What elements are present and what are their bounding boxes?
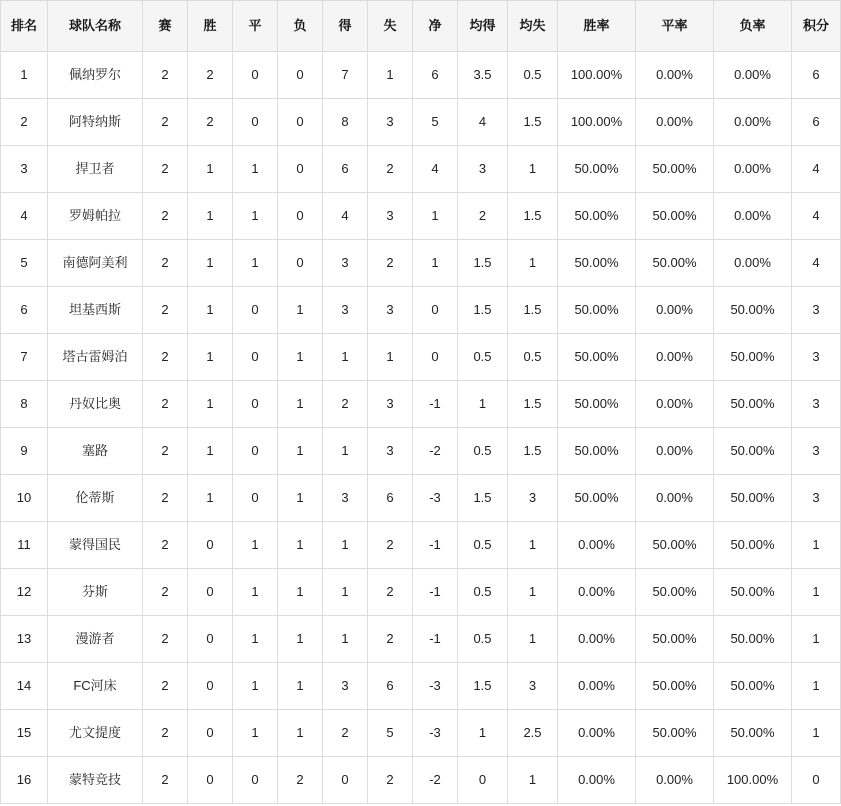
column-header-gf[interactable]: 得 [323,1,368,52]
cell-win_pct: 50.00% [558,146,636,193]
cell-loss_pct: 50.00% [714,569,792,616]
cell-loss_pct: 100.00% [714,757,792,804]
cell-avg_ga: 3 [508,475,558,522]
cell-points: 3 [792,381,841,428]
cell-loss_pct: 0.00% [714,240,792,287]
cell-gf: 1 [323,334,368,381]
cell-played: 2 [143,428,188,475]
cell-avg_ga: 1 [508,569,558,616]
cell-loss_pct: 50.00% [714,381,792,428]
table-row[interactable] [1,240,841,287]
cell-gf: 1 [323,616,368,663]
cell-gd: -1 [413,616,458,663]
table-body [1,52,841,804]
table-header [1,1,841,52]
cell-avg_ga: 1 [508,240,558,287]
cell-ga: 1 [368,52,413,99]
cell-rank: 1 [1,52,48,99]
cell-rank: 7 [1,334,48,381]
cell-avg_gf: 0.5 [458,522,508,569]
cell-draw_pct: 0.00% [636,381,714,428]
cell-draw: 0 [233,52,278,99]
cell-gf: 3 [323,240,368,287]
cell-points: 1 [792,569,841,616]
cell-ga: 3 [368,193,413,240]
cell-loss: 0 [278,99,323,146]
cell-gf: 2 [323,381,368,428]
cell-loss: 2 [278,757,323,804]
cell-gd: 6 [413,52,458,99]
cell-gf: 3 [323,287,368,334]
cell-loss_pct: 0.00% [714,146,792,193]
cell-avg_ga: 1 [508,616,558,663]
table-row[interactable] [1,428,841,475]
cell-draw: 0 [233,428,278,475]
cell-win_pct: 0.00% [558,710,636,757]
cell-team: 芬斯 [48,569,143,616]
cell-team: 阿特纳斯 [48,99,143,146]
cell-points: 1 [792,710,841,757]
cell-points: 1 [792,663,841,710]
cell-win: 2 [188,52,233,99]
cell-win: 1 [188,334,233,381]
cell-draw: 0 [233,99,278,146]
cell-win_pct: 50.00% [558,240,636,287]
table-row[interactable] [1,569,841,616]
cell-avg_gf: 0.5 [458,334,508,381]
cell-gf: 7 [323,52,368,99]
cell-points: 3 [792,475,841,522]
cell-gd: -1 [413,381,458,428]
cell-rank: 6 [1,287,48,334]
cell-gf: 6 [323,146,368,193]
table-header-row [1,1,841,52]
cell-ga: 2 [368,616,413,663]
cell-loss_pct: 50.00% [714,475,792,522]
cell-played: 2 [143,757,188,804]
cell-win_pct: 50.00% [558,334,636,381]
cell-win_pct: 50.00% [558,475,636,522]
cell-gf: 1 [323,428,368,475]
cell-draw_pct: 50.00% [636,522,714,569]
cell-draw: 1 [233,522,278,569]
column-header-loss_pct[interactable]: 负率 [714,1,792,52]
cell-loss_pct: 50.00% [714,287,792,334]
cell-avg_gf: 1 [458,710,508,757]
cell-ga: 3 [368,381,413,428]
cell-ga: 3 [368,428,413,475]
cell-played: 2 [143,287,188,334]
cell-points: 3 [792,334,841,381]
cell-ga: 2 [368,522,413,569]
cell-avg_gf: 1 [458,381,508,428]
cell-win_pct: 0.00% [558,757,636,804]
cell-rank: 15 [1,710,48,757]
cell-gf: 1 [323,522,368,569]
cell-avg_ga: 1 [508,757,558,804]
cell-gd: 4 [413,146,458,193]
cell-points: 0 [792,757,841,804]
column-header-team[interactable]: 球队名称 [48,1,143,52]
table-row[interactable] [1,757,841,804]
column-header-played[interactable]: 赛 [143,1,188,52]
cell-win_pct: 0.00% [558,663,636,710]
table-row[interactable] [1,193,841,240]
cell-draw_pct: 0.00% [636,757,714,804]
table-row[interactable] [1,381,841,428]
cell-win: 0 [188,663,233,710]
cell-played: 2 [143,381,188,428]
table-row[interactable] [1,522,841,569]
cell-draw_pct: 50.00% [636,569,714,616]
cell-gd: -2 [413,757,458,804]
table-row[interactable] [1,616,841,663]
cell-avg_gf: 1.5 [458,287,508,334]
cell-loss: 0 [278,193,323,240]
cell-win_pct: 0.00% [558,522,636,569]
cell-played: 2 [143,522,188,569]
cell-avg_ga: 1.5 [508,287,558,334]
cell-gd: 1 [413,193,458,240]
cell-draw_pct: 0.00% [636,428,714,475]
cell-gf: 3 [323,663,368,710]
cell-draw: 0 [233,334,278,381]
cell-win: 0 [188,522,233,569]
cell-played: 2 [143,52,188,99]
cell-draw: 1 [233,663,278,710]
cell-points: 1 [792,616,841,663]
cell-avg_gf: 1.5 [458,475,508,522]
cell-ga: 3 [368,99,413,146]
cell-team: 漫游者 [48,616,143,663]
cell-gf: 0 [323,757,368,804]
cell-played: 2 [143,710,188,757]
cell-team: 坦基西斯 [48,287,143,334]
cell-avg_ga: 1 [508,522,558,569]
cell-win: 1 [188,428,233,475]
cell-team: 伦蒂斯 [48,475,143,522]
cell-ga: 6 [368,663,413,710]
cell-ga: 1 [368,334,413,381]
cell-avg_gf: 3.5 [458,52,508,99]
cell-points: 4 [792,240,841,287]
table-row[interactable] [1,334,841,381]
cell-avg_gf: 0.5 [458,428,508,475]
cell-avg_gf: 3 [458,146,508,193]
table-row[interactable] [1,475,841,522]
cell-loss_pct: 50.00% [714,663,792,710]
cell-team: 佩纳罗尔 [48,52,143,99]
cell-avg_gf: 4 [458,99,508,146]
cell-draw: 1 [233,569,278,616]
cell-loss_pct: 0.00% [714,99,792,146]
column-header-gd[interactable]: 净 [413,1,458,52]
cell-gd: -3 [413,475,458,522]
cell-win: 1 [188,287,233,334]
column-header-points[interactable]: 积分 [792,1,841,52]
cell-played: 2 [143,334,188,381]
cell-loss_pct: 50.00% [714,522,792,569]
cell-played: 2 [143,240,188,287]
cell-avg_ga: 1.5 [508,428,558,475]
cell-ga: 2 [368,240,413,287]
cell-gd: 5 [413,99,458,146]
cell-loss_pct: 50.00% [714,710,792,757]
cell-rank: 10 [1,475,48,522]
cell-draw_pct: 50.00% [636,193,714,240]
cell-win: 1 [188,193,233,240]
cell-draw_pct: 0.00% [636,99,714,146]
cell-draw_pct: 50.00% [636,616,714,663]
cell-loss: 1 [278,663,323,710]
cell-win: 1 [188,240,233,287]
cell-draw_pct: 50.00% [636,146,714,193]
column-header-draw[interactable]: 平 [233,1,278,52]
cell-rank: 14 [1,663,48,710]
cell-rank: 16 [1,757,48,804]
cell-rank: 8 [1,381,48,428]
cell-avg_gf: 0.5 [458,616,508,663]
cell-gd: -1 [413,522,458,569]
cell-draw: 1 [233,146,278,193]
cell-loss: 1 [278,475,323,522]
cell-played: 2 [143,569,188,616]
cell-win: 2 [188,99,233,146]
cell-draw_pct: 50.00% [636,240,714,287]
cell-team: 丹奴比奥 [48,381,143,428]
column-header-loss[interactable]: 负 [278,1,323,52]
cell-loss: 0 [278,146,323,193]
cell-draw: 0 [233,381,278,428]
cell-loss_pct: 50.00% [714,616,792,663]
cell-gf: 4 [323,193,368,240]
cell-loss: 1 [278,287,323,334]
cell-draw: 0 [233,475,278,522]
cell-rank: 11 [1,522,48,569]
cell-draw: 0 [233,757,278,804]
table-row[interactable] [1,99,841,146]
cell-gd: -1 [413,569,458,616]
cell-gd: 0 [413,287,458,334]
cell-team: 南德阿美利 [48,240,143,287]
cell-loss_pct: 50.00% [714,334,792,381]
cell-draw_pct: 50.00% [636,710,714,757]
cell-gd: -2 [413,428,458,475]
cell-win_pct: 50.00% [558,381,636,428]
cell-win: 0 [188,710,233,757]
cell-loss: 1 [278,334,323,381]
cell-loss: 1 [278,381,323,428]
cell-win: 1 [188,146,233,193]
cell-gd: 0 [413,334,458,381]
table-row[interactable] [1,146,841,193]
cell-avg_ga: 1.5 [508,381,558,428]
cell-rank: 2 [1,99,48,146]
cell-loss_pct: 0.00% [714,52,792,99]
cell-loss: 1 [278,569,323,616]
cell-draw_pct: 50.00% [636,663,714,710]
column-header-rank[interactable]: 排名 [1,1,48,52]
cell-loss_pct: 50.00% [714,428,792,475]
cell-draw: 1 [233,616,278,663]
cell-win: 0 [188,757,233,804]
cell-gf: 3 [323,475,368,522]
cell-win_pct: 50.00% [558,193,636,240]
table-row[interactable] [1,710,841,757]
cell-ga: 2 [368,146,413,193]
table-row[interactable] [1,52,841,99]
cell-team: 捍卫者 [48,146,143,193]
column-header-draw_pct[interactable]: 平率 [636,1,714,52]
cell-played: 2 [143,616,188,663]
cell-points: 4 [792,193,841,240]
cell-draw_pct: 0.00% [636,287,714,334]
cell-rank: 4 [1,193,48,240]
cell-avg_ga: 0.5 [508,52,558,99]
cell-ga: 2 [368,569,413,616]
column-header-avg_ga[interactable]: 均失 [508,1,558,52]
cell-points: 1 [792,522,841,569]
column-header-avg_gf[interactable]: 均得 [458,1,508,52]
cell-team: 蒙得国民 [48,522,143,569]
cell-draw_pct: 0.00% [636,475,714,522]
cell-points: 3 [792,287,841,334]
cell-rank: 12 [1,569,48,616]
cell-gd: -3 [413,710,458,757]
cell-avg_ga: 2.5 [508,710,558,757]
cell-played: 2 [143,99,188,146]
cell-avg_gf: 0 [458,757,508,804]
cell-team: FC河床 [48,663,143,710]
cell-ga: 6 [368,475,413,522]
cell-win: 1 [188,475,233,522]
cell-played: 2 [143,146,188,193]
table-row[interactable] [1,287,841,334]
cell-avg_gf: 1.5 [458,663,508,710]
cell-points: 6 [792,52,841,99]
cell-rank: 9 [1,428,48,475]
cell-avg_ga: 3 [508,663,558,710]
cell-avg_ga: 0.5 [508,334,558,381]
cell-win_pct: 50.00% [558,287,636,334]
cell-ga: 2 [368,757,413,804]
cell-avg_ga: 1.5 [508,193,558,240]
cell-rank: 13 [1,616,48,663]
cell-team: 塞路 [48,428,143,475]
cell-draw_pct: 0.00% [636,52,714,99]
cell-loss_pct: 0.00% [714,193,792,240]
cell-ga: 3 [368,287,413,334]
cell-points: 6 [792,99,841,146]
cell-draw: 0 [233,287,278,334]
cell-team: 塔古雷姆泊 [48,334,143,381]
cell-points: 4 [792,146,841,193]
cell-gf: 1 [323,569,368,616]
cell-avg_ga: 1.5 [508,99,558,146]
cell-draw_pct: 0.00% [636,334,714,381]
cell-win_pct: 50.00% [558,428,636,475]
cell-win_pct: 0.00% [558,569,636,616]
cell-win: 1 [188,381,233,428]
table-row[interactable] [1,663,841,710]
cell-team: 尤文提度 [48,710,143,757]
cell-win_pct: 100.00% [558,52,636,99]
cell-played: 2 [143,475,188,522]
cell-rank: 3 [1,146,48,193]
column-header-ga[interactable]: 失 [368,1,413,52]
cell-played: 2 [143,193,188,240]
cell-win_pct: 0.00% [558,616,636,663]
cell-avg_ga: 1 [508,146,558,193]
cell-gd: 1 [413,240,458,287]
cell-win_pct: 100.00% [558,99,636,146]
cell-draw: 1 [233,710,278,757]
cell-draw: 1 [233,240,278,287]
column-header-win_pct[interactable]: 胜率 [558,1,636,52]
cell-draw: 1 [233,193,278,240]
cell-ga: 5 [368,710,413,757]
cell-points: 3 [792,428,841,475]
cell-rank: 5 [1,240,48,287]
cell-loss: 1 [278,522,323,569]
cell-loss: 0 [278,52,323,99]
cell-gf: 8 [323,99,368,146]
cell-loss: 1 [278,710,323,757]
cell-avg_gf: 0.5 [458,569,508,616]
cell-team: 蒙特竞技 [48,757,143,804]
cell-gd: -3 [413,663,458,710]
cell-gf: 2 [323,710,368,757]
cell-win: 0 [188,616,233,663]
cell-avg_gf: 2 [458,193,508,240]
cell-loss: 0 [278,240,323,287]
cell-win: 0 [188,569,233,616]
cell-avg_gf: 1.5 [458,240,508,287]
cell-loss: 1 [278,428,323,475]
cell-played: 2 [143,663,188,710]
cell-loss: 1 [278,616,323,663]
column-header-win[interactable]: 胜 [188,1,233,52]
cell-team: 罗姆帕拉 [48,193,143,240]
